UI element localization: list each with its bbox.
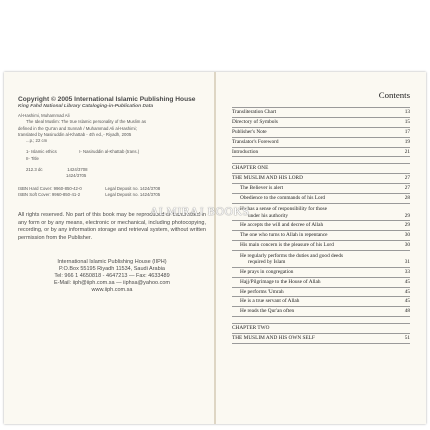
toc-row [232, 278, 410, 288]
book-gutter [214, 72, 216, 424]
catalog-dewey: 212.3 dc [26, 167, 43, 173]
cip-heading: King Fahd National Library Cataloging-in-Publication Data [18, 104, 154, 109]
toc-entry-page: 33 [404, 268, 410, 275]
deposit-hard: Legal Deposit no. 1424/3708 [105, 185, 161, 191]
toc-row [232, 288, 410, 298]
toc-entry-title: The one who turns to Allah in repentance [240, 232, 328, 239]
chapter-title-row [232, 334, 410, 344]
catalog-subject: I- Nasiruddin al-Khattab (trans.) [79, 149, 140, 155]
catalog-number: 1424/3708 [67, 167, 88, 173]
toc-entry-title: Publisher's Note [232, 128, 267, 135]
toc-row [232, 268, 410, 278]
toc-entry-title: He prays in congregation [240, 268, 294, 275]
catalog-title-line: The Ideal Muslim: The true Islamic personality of the Muslim as [26, 119, 147, 125]
catalog-pages: ...p.; 22 cm [26, 138, 48, 144]
toc-entry-title-cont: under his authority [248, 212, 289, 219]
chapter-title: THE MUSLIM AND HIS OWN SELF [232, 335, 315, 342]
toc-entry-page: 13 [404, 109, 410, 115]
toc-entry-title: He has a sense of responsibility for those [240, 205, 327, 212]
toc-row [232, 251, 410, 268]
isbn-hard: ISBN Hard Cover: 9960-850-42-0 [18, 185, 82, 191]
toc-entry-title-wrap [240, 206, 327, 219]
toc-entry-page: 51 [404, 335, 410, 342]
publisher-email: E-Mail: iiph@iiph.com.sa — iiphsa@yahoo.com [53, 280, 170, 287]
toc-entry-page: 21 [404, 148, 410, 155]
toc-entry-page: 28 [404, 195, 410, 202]
publisher-website: www.iiph.com.sa [91, 287, 133, 294]
toc-entry-title: He reads the Qur'an often [240, 308, 295, 315]
toc-row [232, 118, 410, 128]
toc-entry-title: He regularly performs the duties and good deeds [240, 252, 344, 259]
catalog-number: 1424/3705 [66, 173, 87, 179]
copyright-line: Copyright © 2005 International Islamic Publishing House [18, 96, 196, 103]
catalog-title-line: defined in the Qur'an and Sunnah / Muhammad Ali al-Hashimi; [18, 125, 137, 131]
deposit-soft: Legal Deposit no. 1424/3705 [105, 191, 161, 197]
toc-entry-page: 31 [404, 259, 410, 266]
catalog-subject: II- Title [26, 155, 39, 161]
toc-entry-title: The Believer is alert [240, 185, 284, 192]
chapter-title-row [232, 174, 410, 184]
chapter-label: CHAPTER ONE [232, 163, 410, 174]
catalog-author: Al-Hashimi, Muhammad Ali [18, 113, 70, 118]
toc-row [232, 221, 410, 231]
catalog-title-line: translated by Nasiruddin al-Khattab - 4th ed.,- Riyadh, 2005 [18, 131, 132, 137]
toc-entry-title-cont: required by Islam [248, 259, 286, 266]
toc-entry-page: 27 [404, 185, 410, 192]
toc-front-matter [232, 107, 410, 157]
toc-entry-page: 15 [404, 118, 410, 125]
publisher-name: International Islamic Publishing House (IIPH) [57, 258, 167, 265]
isbn-block [18, 186, 206, 199]
toc-entry-page: 29 [404, 212, 410, 219]
toc-entry-title: He performs 'Umrah [240, 288, 284, 295]
toc-entry-page: 45 [404, 298, 410, 305]
toc-row [232, 241, 410, 251]
toc-row [232, 148, 410, 158]
toc-row [232, 297, 410, 307]
publisher-phone: Tel: 966 1 4650818 - 4647213 — Fax: 4633489 [54, 273, 170, 280]
toc-entry-title: Obedience to the commands of his Lord [240, 195, 326, 202]
toc-row [232, 194, 410, 204]
toc-row [232, 128, 410, 138]
toc-entry-page: 17 [404, 128, 410, 135]
toc-entry-page: 27 [404, 175, 410, 182]
copyright-page [18, 96, 206, 295]
toc-entry-title: He is a true servant of Allah [240, 298, 300, 305]
publisher-address: P.O.Box 55195 Riyadh 11534, Saudi Arabia [59, 265, 165, 272]
toc-row [232, 184, 410, 194]
toc-entry-title: He accepts the will and decree of Allah [240, 222, 324, 229]
toc-entry-page: 45 [404, 278, 410, 285]
toc-entry-page: 30 [404, 232, 410, 239]
catalog-subject: 1- Islamic ethics [26, 149, 57, 155]
publisher-info [18, 259, 206, 295]
toc-row [232, 204, 410, 221]
rights-notice: All rights reserved. No part of this book may be reproduced or transmitted in any form or by any means, electronic or mechanical, including photocopying, recording, or by any information storage and retrieval system, without written permission from the Publisher. [18, 212, 206, 242]
toc-entry-page: 48 [404, 308, 410, 315]
toc-row [232, 231, 410, 241]
toc-entry-title: Hajj/Pilgrimage to the House of Allah [240, 278, 321, 285]
toc-entry-page: 29 [404, 222, 410, 229]
toc-chapter-one [232, 184, 410, 317]
toc-entry-page: 45 [404, 288, 410, 295]
toc-entry-title: Transliteration Chart [232, 109, 277, 115]
toc-row [232, 138, 410, 148]
toc-entry-title-wrap [240, 253, 343, 266]
contents-title: Contents [378, 90, 410, 100]
book-spread [4, 72, 426, 424]
toc-entry-title: Translator's Foreword [232, 138, 279, 145]
isbn-row [18, 192, 206, 198]
toc-entry-page: 30 [404, 241, 410, 248]
toc-entry-title: Directory of Symbols [232, 118, 278, 125]
isbn-soft: ISBN Soft Cover: 9960-850-41-2 [18, 191, 81, 197]
chapter-label: CHAPTER TWO [232, 323, 410, 334]
catalog-entry [18, 113, 206, 180]
toc-row [232, 107, 410, 118]
watermark-text: ALMIRAJ BOOKS [150, 206, 250, 218]
toc-row [232, 307, 410, 317]
toc-entry-title: Introduction [232, 148, 259, 155]
contents-page [232, 90, 410, 344]
toc-entry-page: 19 [404, 138, 410, 145]
chapter-title: THE MUSLIM AND HIS LORD [232, 175, 303, 182]
toc-entry-title: His main concern is the pleasure of his Lord [240, 241, 334, 248]
